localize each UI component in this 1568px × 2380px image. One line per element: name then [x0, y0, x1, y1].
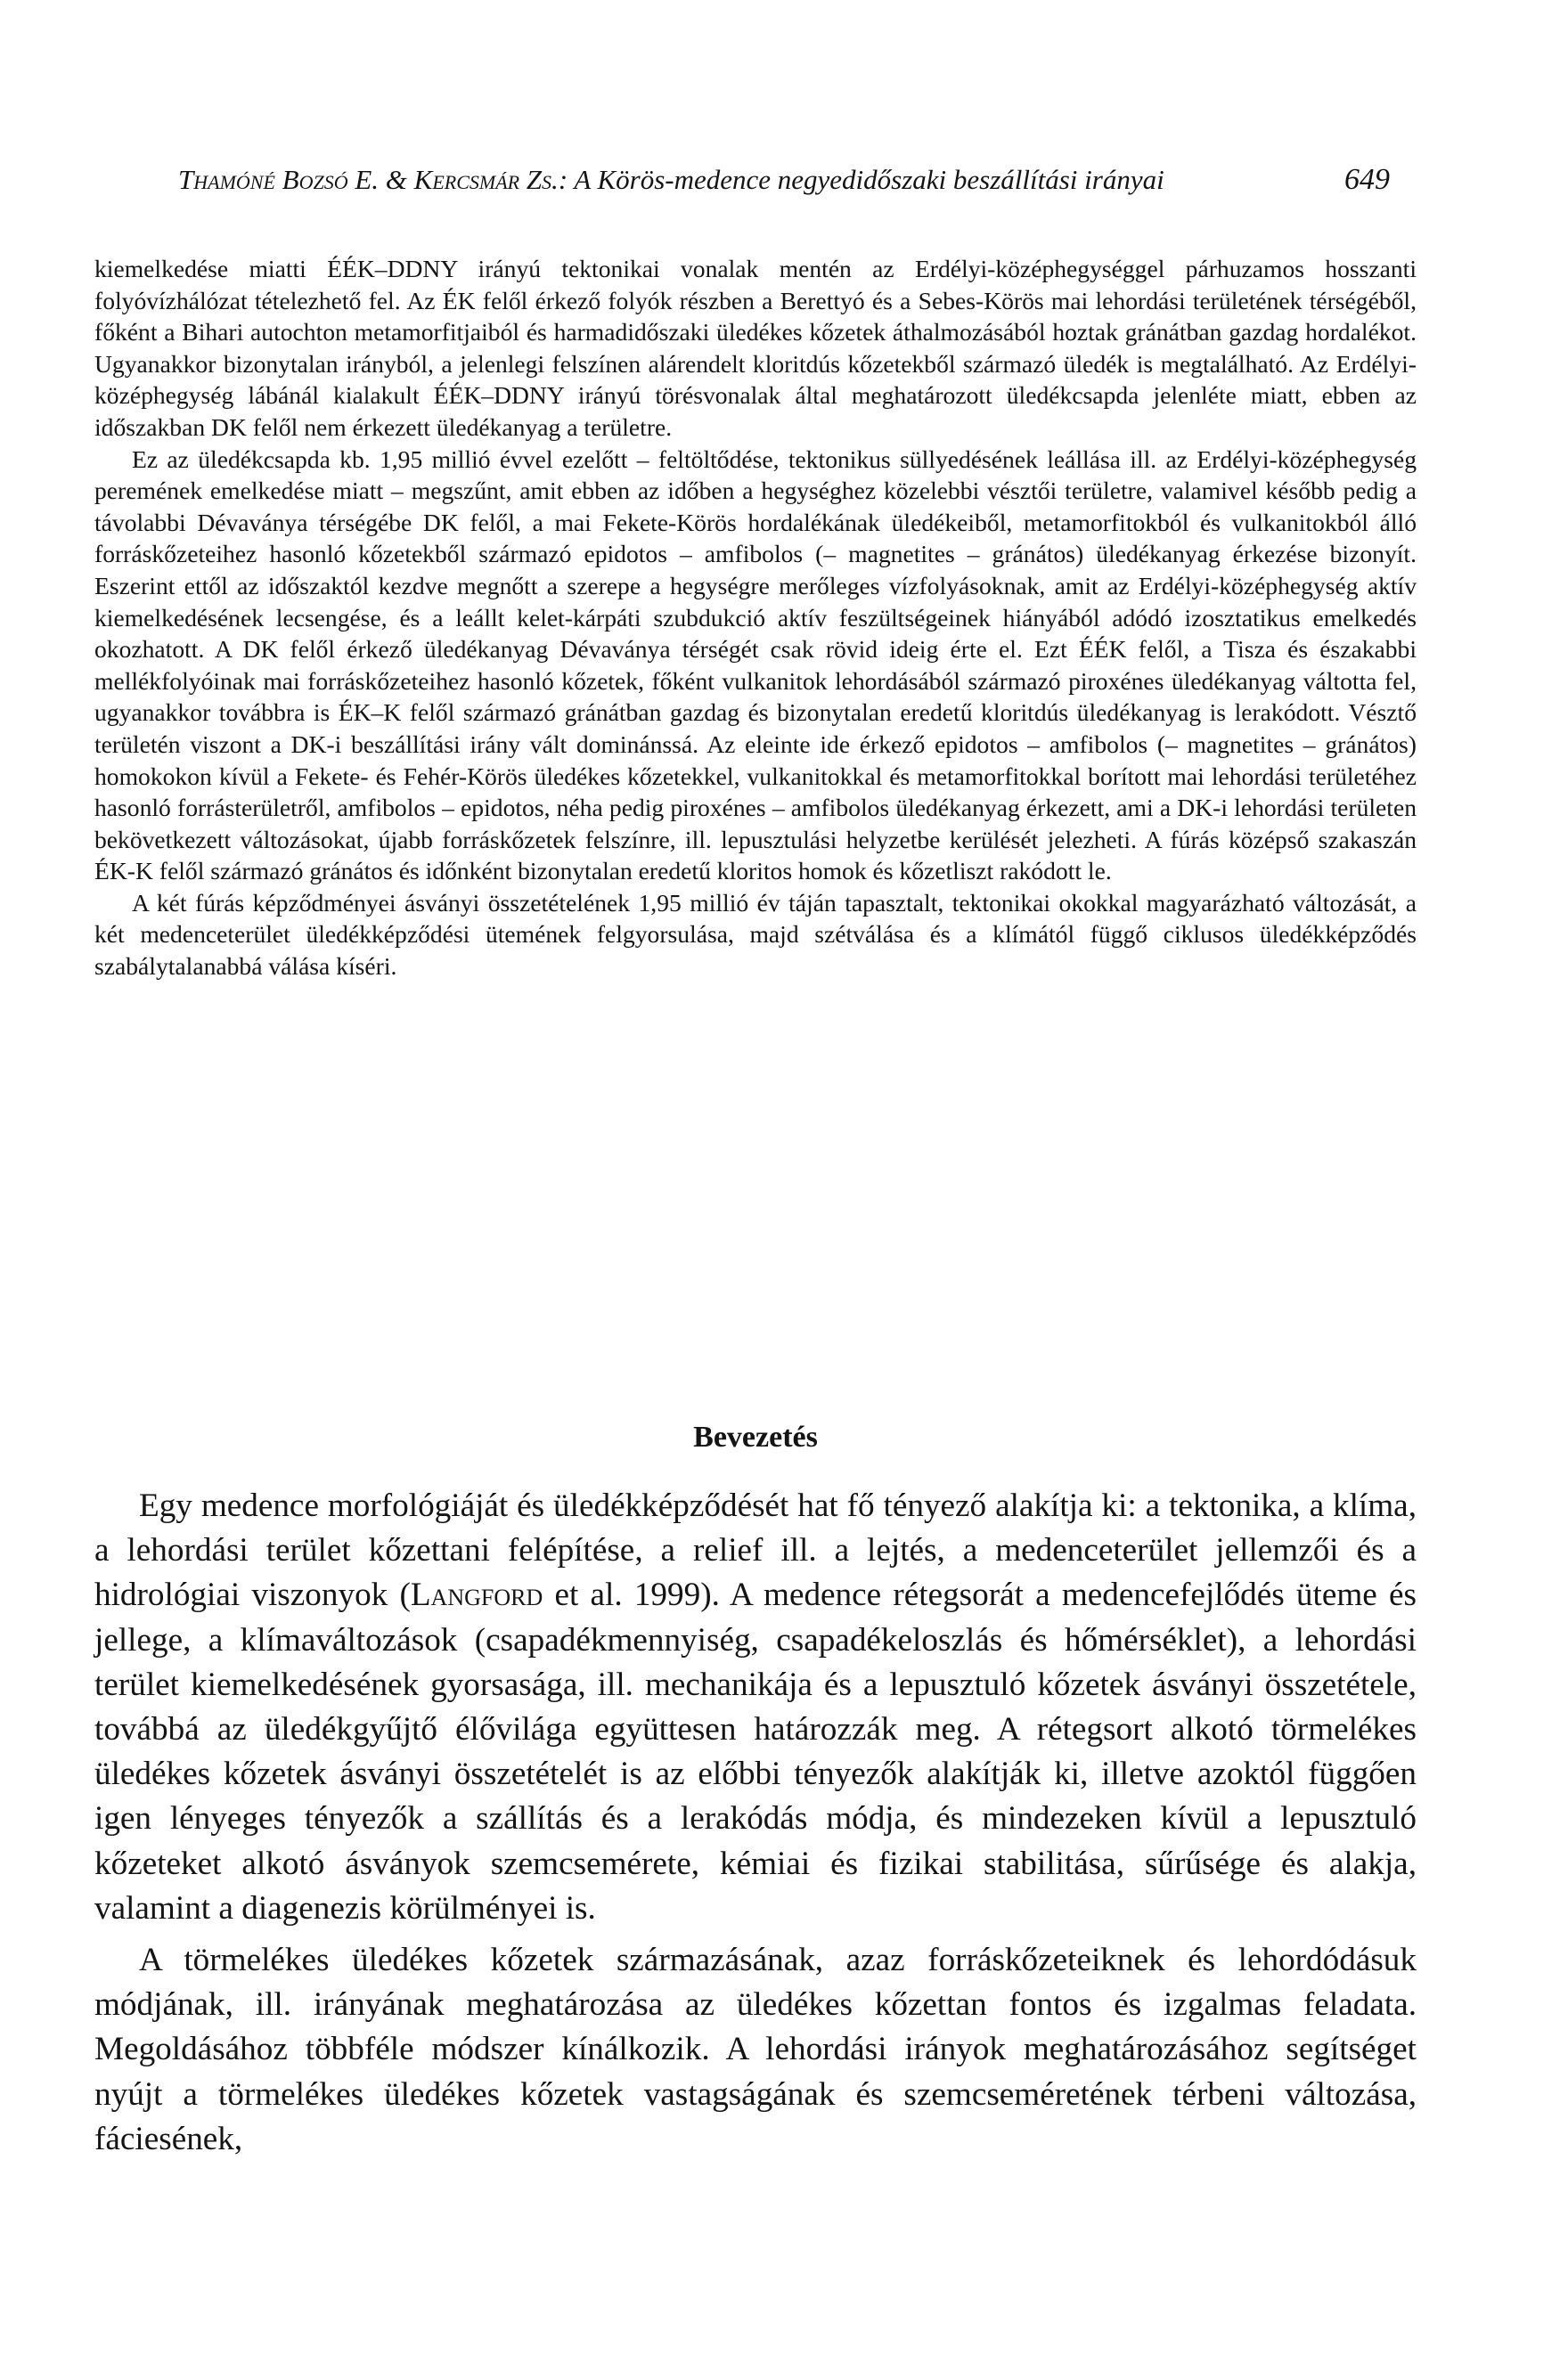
paragraph-continued: kiemelkedése miatti ÉÉK–DDNY irányú tektonikai vonalak mentén az Erdélyi-középhegységgel párhuzamos hosszanti folyóvízhálózat tételezhető fel. Az ÉK felől érkező folyók részben a Berettyó és a Sebes-Körös mai lehordási területének térségéből, főként a Bihari autochton metamorfitjaiból és harmadidőszaki üledékes kőzetek áthalmozásából hoztak gránátban gazdag hordalékot. Ugyanakkor bizonytalan irányból, a jelenlegi felszínen alárendelt kloritdús kőzetekből származó üledék is megtalálható. Az Erdélyi-középhegység lábánál kialakult ÉÉK–DDNY irányú törésvonalak által meghatározott üledékcsapda jelenléte miatt, ebben az időszakban DK felől nem érkezett üledékanyag a területre.	[94, 255, 1417, 441]
citation-author: Langford	[410, 1577, 543, 1614]
summary-text-block	[94, 253, 1417, 982]
running-header-title: A Körös-medence negyedidőszaki beszállítási irányai	[574, 164, 1164, 195]
paragraph: Ez az üledékcsapda kb. 1,95 millió évvel ezelőtt – feltöltődése, tektonikus süllyedésének leállása ill. az Erdélyi-középhegység peremének emelkedése miatt – megszűnt, amit ebben az időben a hegységhez közelebbi vésztői területre, valamivel később pedig a távolabbi Dévaványa térségébe DK felől, a mai Fekete-Körös hordalékának üledékeiből, metamorfitokból és vulkanitokból álló forráskőzeteihez hasonló kőzetekből származó epidotos – amfibolos (– magnetites – gránátos) üledékanyag érkezése bizonyít. Eszerint ettől az időszaktól kezdve megnőtt a szerepe a hegységre merőleges vízfolyásoknak, amit az Erdélyi-középhegység aktív kiemelkedésének lecsengése, és a leállt kelet-kárpáti szubdukció aktív feszültségeinek hiányából adódó izosztatikus emelkedés okozhatott. A DK felől érkező üledékanyag Dévaványa térségét csak rövid ideig érte el. Ezt ÉÉK felől, a Tisza és északabbi mellékfolyóinak mai forráskőzeteihez hasonló kőzetek, főként vulkanitok lehordásából származó piroxénes üledékanyag váltotta fel, ugyanakkor továbbra is ÉK–K felől származó gránátban gazdag és bizonytalan eredetű kloritdús üledékanyag is lerakódott. Vésztő területén viszont a DK-i beszállítási irány vált dominánssá. Az eleinte ide érkező epidotos – amfibolos (– magnetites – gránátos) homokokon kívül a Fekete- és Fehér-Körös üledékes kőzetekkel, vulkanitokkal és metamorfitokkal borított mai lehordási területéhez hasonló forrásterületről, amfibolos – epidotos, néha pedig piroxénes – amfibolos üledékanyag érkezett, ami a DK-i lehordási területen bekövetkezett változásokat, újabb forráskőzetek felszínre, ill. lepusztulási helyzetbe kerülését jelezheti. A fúrás középső szakaszán ÉK-K felől származó gránátos és időnként bizonytalan eredetű kloritos homok és kőzetliszt rakódott le.	[94, 444, 1417, 885]
running-header-separator: :	[558, 164, 575, 195]
intro-paragraph: A törmelékes üledékes kőzetek származásának, azaz forráskőzeteiknek és lehordódásuk módjának, ill. irányának meghatározása az üledékes kőzettan fontos és izgalmas feladata. Megoldásához többféle módszer kínálkozik. A lehordási irányok meghatározásához segítséget nyújt a törmelékes üledékes kőzetek vastagságának és szemcseméretének térbeni változása, fáciesének,	[94, 1942, 1417, 2157]
running-header	[178, 159, 1390, 201]
introduction-text-block	[94, 1484, 1417, 2162]
running-header-authors: Thamóné Bozsó E. & Kercsmár Zs.	[178, 164, 559, 195]
intro-paragraph-text-start: Egy medence morfológiáját és üledékképződését hat fő tényező alakítja ki: a tektonika, a klíma, a lehordási terület kőzettani felépítése, a relief ill. a lejtés, a medenceterület jellemzői és a hidrológiai viszonyok (	[94, 1488, 1417, 1614]
paragraph: A két fúrás képződményei ásványi összetételének 1,95 millió év táján tapasztalt, tektonikai okokkal magyarázható változását, a két medenceterület üledékképződési ütemének felgyorsulása, majd szétválása és a klímától függő ciklusos üledékképződés szabálytalanabbá válása kíséri.	[94, 888, 1417, 981]
intro-paragraph	[94, 1484, 1417, 1931]
section-heading: Bevezetés	[693, 1421, 818, 1454]
page-number: 649	[1344, 163, 1390, 196]
running-header-text	[178, 159, 1164, 201]
intro-paragraph-text-end: et al. 1999). A medence rétegsorát a medencefejlődés üteme és jellege, a klímaváltozások (csapadékmennyiség, csapadékeloszlás és hőmérséklet), a lehordási terület kiemelkedésének gyorsasága, ill. mechanikája és a lepusztuló kőzetek ásványi összetétele, továbbá az üledékgyűjtő élővilága együttesen határozzák meg. A rétegsort alkotó törmelékes üledékes kőzetek ásványi összetételét is az előbbi tényezők alakítják ki, illetve azoktól függően igen lényeges tényezők a szállítás és a lerakódás módja, és mindezeken kívül a lepusztuló kőzeteket alkotó ásványok szemcsemérete, kémiai és fizikai stabilitása, sűrűsége és alakja, valamint a diagenezis körülményei is.	[94, 1577, 1417, 1927]
